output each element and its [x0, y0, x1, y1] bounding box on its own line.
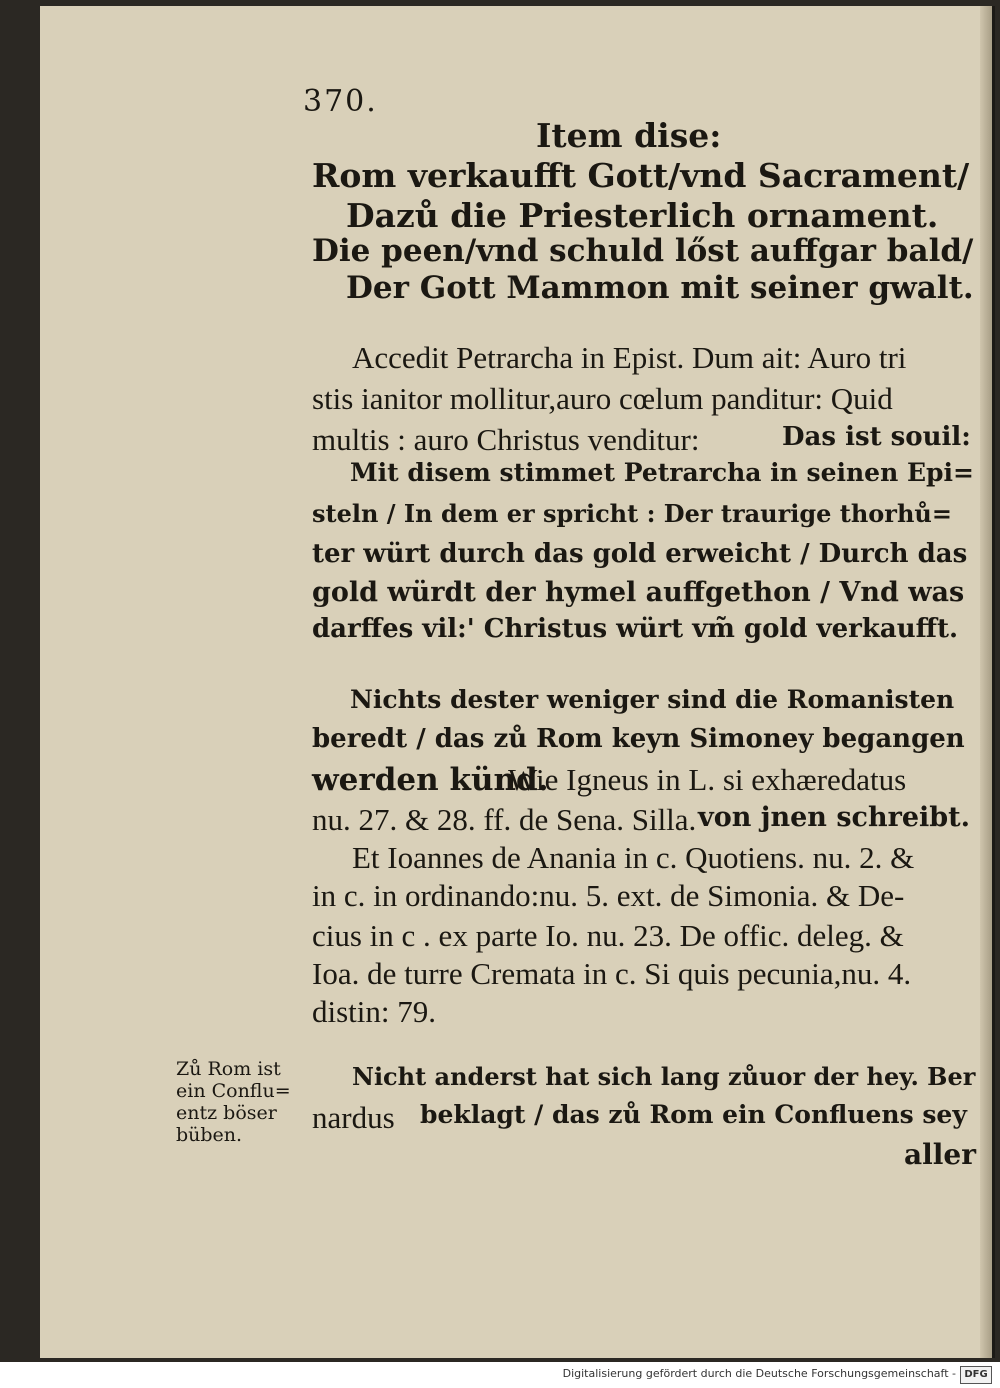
german-line: gold würdt der hymel auffgethon / Vnd was: [312, 577, 965, 608]
german-line: beklagt / das zů Rom ein Confluens sey: [420, 1100, 967, 1129]
margin-note-line: büben.: [176, 1124, 243, 1146]
latin-line: Accedit Petrarcha in Epist. Dum ait: Auro tri: [352, 340, 907, 375]
margin-note-line: Zů Rom ist: [176, 1058, 281, 1080]
verse-line: Rom verkaufft Gott/vnd Sacrament/: [312, 156, 970, 195]
latin-line: distin: 79.: [312, 994, 437, 1029]
latin-line: in c. in ordinando:nu. 5. ext. de Simonia. & De-: [312, 878, 905, 913]
german-phrase: werden künd.: [312, 762, 549, 798]
dfg-logo-icon: DFG: [960, 1366, 992, 1384]
catchword: aller: [904, 1138, 976, 1171]
german-line: beredt / das zů Rom keyn Simoney begangen: [312, 724, 965, 754]
verse-line: Die peen/vnd schuld lőst auffgar bald/: [312, 233, 974, 269]
german-phrase: Das ist souil:: [782, 422, 971, 452]
footer-credit: Digitalisierung gefördert durch die Deutsche Forschungsgemeinschaft -: [562, 1367, 956, 1380]
german-line: Mit disem stimmet Petrarcha in seinen Epi=: [350, 458, 974, 487]
german-line: Nichts dester weniger sind die Romanisten: [350, 685, 955, 714]
latin-line: Et Ioannes de Anania in c. Quotiens. nu. 2. &: [352, 840, 915, 875]
verse-line: Dazů die Priesterlich ornament.: [346, 196, 939, 235]
latin-word: nardus: [312, 1100, 395, 1135]
german-line: steln / In dem er spricht : Der traurige thorhů=: [312, 499, 952, 528]
latin-line: Wie Igneus in L. si exhæredatus: [508, 762, 907, 797]
latin-line: stis ianitor mollitur,auro cœlum panditur: Quid: [312, 381, 893, 416]
german-line: Nicht anderst hat sich lang zůuor der hey. Ber: [352, 1062, 976, 1091]
margin-note: [176, 1058, 291, 1146]
latin-line: Ioa. de turre Cremata in c. Si quis pecunia,nu. 4.: [312, 956, 912, 991]
digitization-footer: [0, 1362, 1000, 1388]
page-edge-shadow: [980, 6, 992, 1358]
latin-line: multis : auro Christus venditur:: [312, 422, 700, 457]
german-phrase: von jnen schreibt.: [698, 802, 971, 833]
page-number: 370.: [303, 84, 378, 119]
german-line: darffes vil:' Christus würt vm̃ gold verkaufft.: [312, 614, 959, 644]
latin-line: nu. 27. & 28. ff. de Sena. Silla.: [312, 802, 697, 837]
latin-line: cius in c . ex parte Io. nu. 23. De offic. deleg. &: [312, 918, 904, 953]
margin-note-line: entz böser: [176, 1102, 277, 1124]
verse-line: Der Gott Mammon mit seiner gwalt.: [346, 270, 974, 306]
margin-note-line: ein Conflu=: [176, 1080, 291, 1102]
verse-intro: Item dise:: [536, 116, 722, 155]
german-line: ter würt durch das gold erweicht / Durch das: [312, 539, 968, 569]
